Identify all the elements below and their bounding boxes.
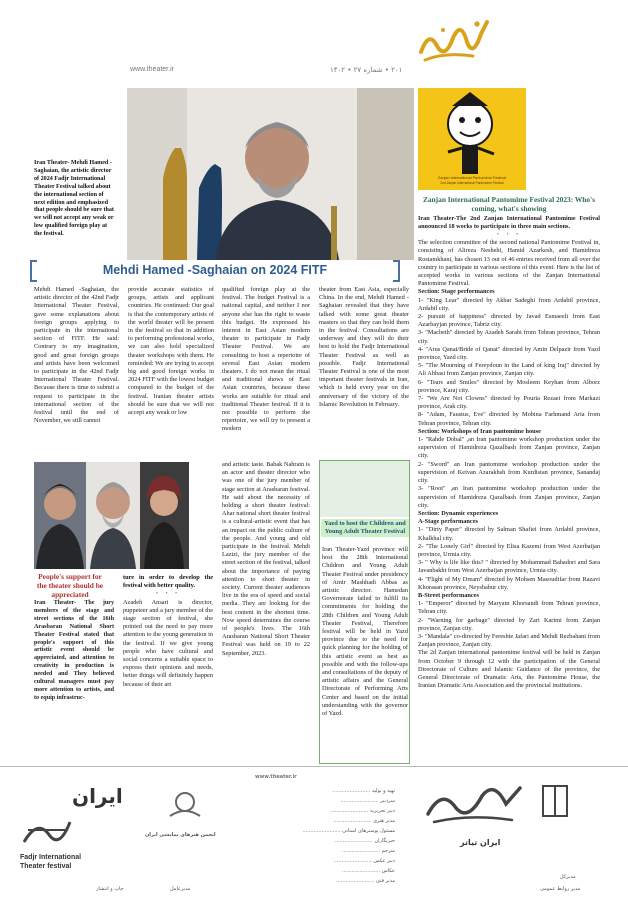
zanjan-s1-item: 8- "Adam, Faustus, Eve" directed by Mobina Farhmand Aria from Tehran province, Tehran city. [418,411,600,427]
article-title-bar [30,262,400,282]
interview-photo [127,88,414,260]
zanjan-section3b-head: B-Street performances [418,591,479,599]
title-bracket-right [393,260,400,282]
staff-line: مدیر هنری ........................ [333,818,395,824]
staff-line: دبیر تحریریه ........................ [330,808,395,814]
poster-caption: Zanjan International Pantomime Festival [438,176,506,180]
article1-col3: qualified foreign play at the festival. The budget Festival is a national capital, and neither I nor anyone else has the right to waste this budget. He expressed his interest in East Asian modern theater to participate in Fadjr Theater Festival. We are consulting to host a repertoire of several East Asian modern theaters. I do not mean the ritual and traditional shows of East Asian countries, because these works are suitable for ritual and traditional Theater festival. If it is not possible to perform the repertoire, we will try to present a modern [222,286,310,433]
yazd-text: Iran Theater-Yazd province will host the 28th International Children and Young Adult Theater Festival under presidency of Amir Mashhadi Abbas as artistic director. Hamedan Governorate failed to fulfill its commitments for holding the 28th Children and Young Adult Theater Festival, Therefore festival will be held in Yazd province due to the need for quick planning for the holding of this artistic event as best as possible and with the follow-ups and consultations of the deputy of artistic affairs and the General Directorate of Performing Arts Center and based on the initial understanding with the governor of Yazd. [322,546,408,718]
zanjan-s1-item: 7- "We Are Not Clowns" directed by Pouria Rezaei from Markazi province, Arak city. [418,395,600,411]
zanjan-s3a-item: 1- "Dirty Paper" directed by Salman Shafiei from Ardabil province, Khalkhal city. [418,526,600,542]
fadjr-line1: Fadjr International [20,854,82,861]
dramatic-arts-logo [140,788,230,828]
center-org: انجمن هنرهای نمایشی ایران [145,832,216,838]
zanjan-s3a-item: 2- "The Lonely Girl" directed by Elisa Kazemi from West Azerbaijan province, Urmia city. [418,542,600,558]
people-col3: and artistic taste. Babak Nahrain is an actor and theater director who was one of the jury member of stage section at Arasbaran festival. He said about the necessity of holding a short theater festival: Ahar national short theater festival is a cultural-artistic event that has an impact on the public culture of the people. And young and old participate in the festival. Mehdi Lazizi, the jury member of the street section of the festival, talked about the importance of paying attention to short theater in society. Current theater audiences live in the era of speed and social media. They are looking for the best content in the shortest time. Now speed determines the course of people's lives. The 16th Arasbaran National Short Theater Festival was held on 19 to 22 September, 2023. [222,461,310,657]
zanjan-dots: • • • [496,232,522,238]
pantomime-poster [418,88,526,190]
book-icon [540,780,570,820]
zanjan-section3-head: Section: Dynamic experiences [418,509,499,517]
zanjan-intro: The selection committee of the second national Pantomime Festival in, consisting of Alireza Neshehi, Hamid Azarkesh, and Hamidreza Rostamkhani, has chosen 13 out of 46 entries received from all over the country to participate in various sections of this event. Here is the list of accepted works in various sections of the Zanjan International Pantomime Festival. [418,239,600,288]
zanjan-lead: Iran Theater-The 2nd Zanjan International Pantomime Festival announced 18 works to participate in three main sections. [418,215,600,230]
right-org: ایران تیاتر [460,838,501,847]
staff-line: خبرنگاران ........................ [334,838,395,844]
yazd-image-placeholder [320,461,409,517]
zanjan-title: Zanjan International Pantomime Festival 2023: Who's coming, what's showing [422,195,596,213]
footer-brand: ایران [72,784,123,808]
people-col2-lead: ture in order to develop the festival with better quality. [123,574,213,590]
zanjan-s3b-item: 2- "Warning for garbage" directed by Zari Karimi from Zanjan province, Zanjan city. [418,616,600,632]
zanjan-s2-item: 3- "Root" ,an Iran pantomime workshop production under the supervision of Hamidreza Qazalbash from Zanjan province, Zanjan city. [418,485,600,509]
fadjr-line2: Theater festival [20,863,72,870]
staff-line: عکاس ........................ [341,868,395,874]
zanjan-section2-head: Section: Workshops of Iran pantomime house [418,427,541,435]
zanjan-s1-item: 1- "King Lear" directed by Akbar Sadeghi from Ardabil province, Ardabil city. [418,296,600,312]
staff-line: تهیه و تولید ........................ [332,788,395,794]
zanjan-s2-item: 2- "Sword" an Iran pantomime workshop production under the supervision of Keivan Azarakhsh from Kurdistan province, Sanandaj city. [418,460,600,485]
lead-summary: Iran Theater- Mehdi Hamed -Saghaian, the artistic director of 2024 Fadjr International Theater Festival talked about the international section of next edition and emphasized that people should be sure that we will not accept any weak or low qualified foreign play at the festival. [34,160,114,238]
zanjan-s1-item: 2- pursuit of happiness" directed by Javad Esmaeeli from East Azarbayjan province, Tabriz city. [418,313,600,329]
zanjan-s1-item: 4- "Arus Qanat/Bride of Qanat" directed by Amin Delpazir from Yazd province, Yazd city. [418,345,600,362]
article1-col2: provide accurate statistics of groups, artists and applicant countries. He continued: Our goal is that the contemporary artists of the world theater will be present in the festival so that in addition to performing professional works, we can also hold specialized theater workshops with them. He reminded: We are trying to accept big and good foreign works in 2024 FITF with the lowest budget compared to the budget of the festival. Iranian theater artists should be sure that we will not accept any weak or low [128,286,214,417]
zanjan-section3a-head: A-Stage performances [418,518,478,526]
staff-line: سردبیر ........................ [340,798,395,804]
people-dots: • • • [155,591,181,598]
staff-line: مترجم ........................ [341,848,395,854]
people-title: People's support for the theater should be appreciated [36,572,104,599]
zanjan-article [418,215,600,690]
zanjan-s1-item: 6- "Tears and Smiles" directed by Mosleem Keyhan from Alborz province, Karaj city. [418,378,600,394]
poster-subcaption: 2nd Zanjan International Pantomime Festival [440,181,504,185]
footer-site[interactable]: www.theater.ir [255,774,297,780]
footer-divider [0,766,628,767]
zanjan-s2-item: 1- "Rahde Dobal" ,an Iran pantomime workshop production under the supervision of Hamidreza Qazalbash from Zanjan province, Zanjan city. [418,436,600,460]
yazd-title: Yazd to host the Children and Young Adult Theater Festival [321,519,409,537]
zanjan-s1-item: 3- "Macbeth" directed by Azadeh Sarabi from Tehran province, Tehran city. [418,329,600,345]
zanjan-closing: The 2d Zanjan international pantomime festival will be held in Zanjan from October 9 through 12 with the participation of the General Directorate of Culture and Islamic Guidance of the province, the General Directorate of Dramatic Arts, the Pantomime House, the Iranian Dramatic Arts Association and the provincial institutions. [418,649,600,690]
article1-col1: Mehdi Hamed -Saghaian, the artistic director of the 42nd Fadjr International Theater Festival, gave some explanations about foreign groups applying to participate in the international section of FITF. He said: Contrary to my imagination, good and great foreign groups and artists have been welcomed to participate in the 42nd Fadjr International Theater Festival. Because there is time to submit a request to participate in the international section of the festival until the end of November, we still cannot [34,286,119,425]
masthead-logo [415,12,495,70]
footer [0,766,628,900]
zanjan-s3b-item: 3- "Mandala" co-directed by Fereshte Jafari and Mehdi Rezbahani from Zanjan province, Zanjan city. [418,632,600,649]
people-lead: Iran Theater- The jury members of the stage and street sections of the 16th Arasbaran National Short Theater Festival stated that people's support of this artistic event should be appreciated, and attention to creativity in production is needed and They believed cultural managers must pay more attention to artists, and to equip infrastruc- [34,600,114,701]
zanjan-s1-item: 5- "The Mourning of Fereydoun in the Land of king Iraj" directed by Ali Abbasi from Zanjan province, Zanjan city. [418,362,600,378]
credit-print: چاپ و انتشار [96,886,124,892]
people-col2 [123,574,213,689]
credit-right1: مدیرکل [560,874,576,880]
people-col2-text: Azadeh Ansari is director, puppeteer and a jury member of the stage section of festival, she pointed out the need to pay more attention to the young generation in the festival. If we give young people who have cultural and social concerns a suitable space to express their opinions and needs, better things will definitely happen because of their art [123,598,213,688]
zanjan-s3a-item: 4- "Flight of My Dream" directed by Mohsen Masoudifar from Razavi Khorasan province, Neyshabur city. [418,575,600,591]
masthead [0,0,628,100]
article1-col4: theater from East Asia, especially China. In the end, Mehdi Hamed -Saghaian revealed that they have talked with some great theater masters so that they can hold them in the festival. Consultations are underway and they will do their best to hold the Fadjr International Theater Festival as well as possible. Fadjr International Theater Festival is one of the most important theater festivals in Iran, which is held every year on the anniversary of the victory of the Islamic Revolution in February. [319,286,409,408]
credit-right2: مدیر روابط عمومی [540,886,581,892]
zanjan-s3b-item: 1- "Emperor" directed by Maryam Khorsandi from Tehran province, Tehran city. [418,600,600,616]
festival-logo [420,778,530,828]
zanjan-s3a-item: 3- " Why is life like this? " directed by Mohammad Bahadori and Sara Javanbakht from West Azerbaijan province, Urmia city. [418,559,600,575]
article-title: Mehdi Hamed -Saghaian on 2024 FITF [102,263,328,277]
zanjan-section1-head: Section: Stage performances [418,288,495,296]
staff-line: مدیر فنی ........................ [336,878,395,884]
issue-info: ۲۰۱ • شماره ۲۷ • ۱۴۰۲ [330,66,403,74]
credit-center: مدیرعامل [170,886,191,892]
staff-list [255,786,395,886]
fadjr-logo [20,812,74,850]
jury-photo-collage [34,462,189,569]
staff-line: مسئول پوسترهای استانی ........................ [302,828,395,834]
staff-line: دبیر عکس ........................ [333,858,395,864]
site-url[interactable]: www.theater.ir [130,66,174,73]
